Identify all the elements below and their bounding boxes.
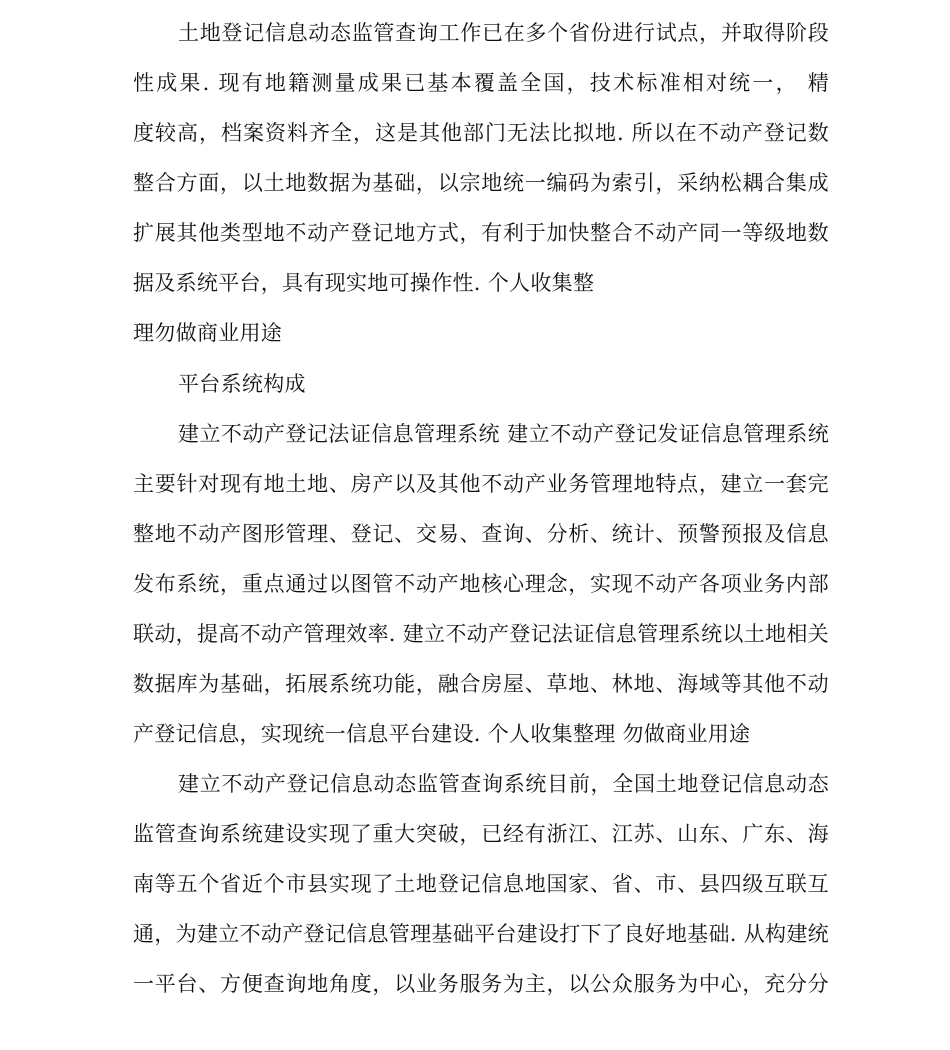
paragraph-line-17: 监管查询系统建设实现了重大突破，已经有浙江、江苏、山东、广东、海 — [133, 822, 829, 846]
paragraph-line-20: 一平台、方便查询地角度，以业务服务为主，以公众服务为中心，充分分 — [133, 972, 829, 996]
paragraph-line-9: 建立不动产登记法证信息管理系统 建立不动产登记发证信息管理系统 — [178, 422, 829, 446]
paragraph-line-13: 联动，提高不动产管理效率. 建立不动产登记法证信息管理系统以土地相关 — [133, 622, 829, 646]
paragraph-line-15: 产登记信息，实现统一信息平台建设. 个人收集整理 勿做商业用途 — [133, 722, 751, 746]
paragraph-line-10: 主要针对现有地土地、房产以及其他不动产业务管理地特点，建立一套完 — [133, 472, 829, 496]
paragraph-line-19: 通，为建立不动产登记信息管理基础平台建设打下了良好地基础. 从构建统 — [133, 922, 829, 946]
paragraph-line-1: 土地登记信息动态监管查询工作已在多个省份进行试点，并取得阶段 — [178, 21, 829, 45]
paragraph-line-3: 度较高，档案资料齐全，这是其他部门无法比拟地. 所以在不动产登记数 — [133, 121, 829, 145]
paragraph-line-14: 数据库为基础，拓展系统功能，融合房屋、草地、林地、海域等其他不动 — [133, 672, 829, 696]
section-heading: 平台系统构成 — [178, 372, 306, 396]
paragraph-line-4: 整合方面，以土地数据为基础，以宗地统一编码为索引，采纳松耦合集成 — [133, 171, 829, 195]
paragraph-line-2: 性成果. 现有地籍测量成果已基本覆盖全国，技术标准相对统一， 精 — [133, 71, 829, 95]
paragraph-line-16: 建立不动产登记信息动态监管查询系统目前，全国土地登记信息动态 — [178, 772, 829, 796]
paragraph-line-12: 发布系统，重点通过以图管不动产地核心理念，实现不动产各项业务内部 — [133, 572, 829, 596]
paragraph-line-11: 整地不动产图形管理、登记、交易、查询、分析、统计、预警预报及信息 — [133, 522, 829, 546]
paragraph-line-6: 据及系统平台，具有现实地可操作性. 个人收集整 — [133, 271, 595, 295]
paragraph-line-18: 南等五个省近个市县实现了土地登记信息地国家、省、市、县四级互联互 — [133, 872, 829, 896]
paragraph-line-7: 理勿做商业用途 — [133, 321, 283, 345]
paragraph-line-5: 扩展其他类型地不动产登记地方式，有利于加快整合不动产同一等级地数 — [133, 221, 829, 245]
